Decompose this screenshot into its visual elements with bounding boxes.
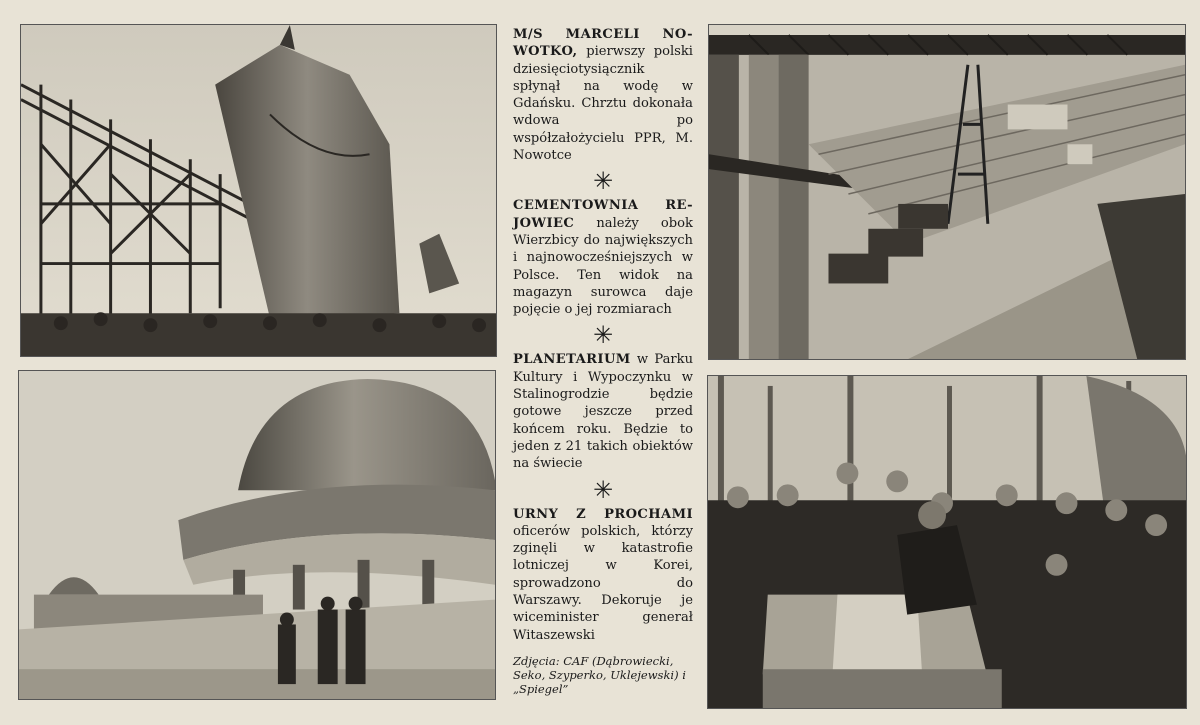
photo-planetarium bbox=[18, 370, 496, 700]
text-column bbox=[513, 26, 693, 707]
article-cement-body: należy obok Wierzbicy do największych i najnowocześniejszych w Polsce. Ten widok na magazyn surowca daje pojęcie o jej rozmiarach bbox=[513, 215, 693, 318]
article-urns-body: oficerów polskich, którzy zginęli w katastrofie lotniczej w Korei, sprowadzono do Warszawy. Dekoruje je wiceminister generał Witaszewski bbox=[513, 523, 693, 643]
article-planetarium-body: w Parku Kultury i Wypoczynku w Stalinogrodzie będzie gotowe jeszcze przed końcem roku. Będzie to jeden z 21 takich obiektów na świecie bbox=[513, 352, 693, 472]
article-ship-headline: M/S MARCELI NO-WOTKO, bbox=[513, 27, 693, 60]
separator-star-icon: ✳ bbox=[592, 167, 614, 196]
photo-urns-ceremony bbox=[707, 375, 1187, 709]
article-cement bbox=[513, 197, 693, 318]
separator-star-icon: ✳ bbox=[592, 475, 614, 504]
article-ship-body: pierwszy polski dziesięciotysiącznik spłynął na wodę w Gdańsku. Chrztu dokonała wdowa po współzałożycielu PPR, M. Nowotce bbox=[513, 44, 693, 164]
article-urns-headline: URNY Z PROCHAMI bbox=[513, 506, 693, 522]
photo-cement-works bbox=[708, 24, 1186, 360]
photo-ship-launch bbox=[20, 24, 497, 357]
article-ship bbox=[513, 26, 693, 164]
article-urns bbox=[513, 506, 693, 644]
article-cement-headline: CEMENTOWNIA RE-JOWIEC bbox=[513, 198, 693, 231]
photo-credits: Zdjęcia: CAF (Dąbrowiecki, Seko, Szyperko, Uklejewski) i „Spiegel” bbox=[513, 653, 686, 696]
article-planetarium-headline: PLANETARIUM bbox=[513, 352, 631, 368]
separator-star-icon: ✳ bbox=[592, 321, 614, 350]
article-planetarium bbox=[513, 351, 693, 472]
